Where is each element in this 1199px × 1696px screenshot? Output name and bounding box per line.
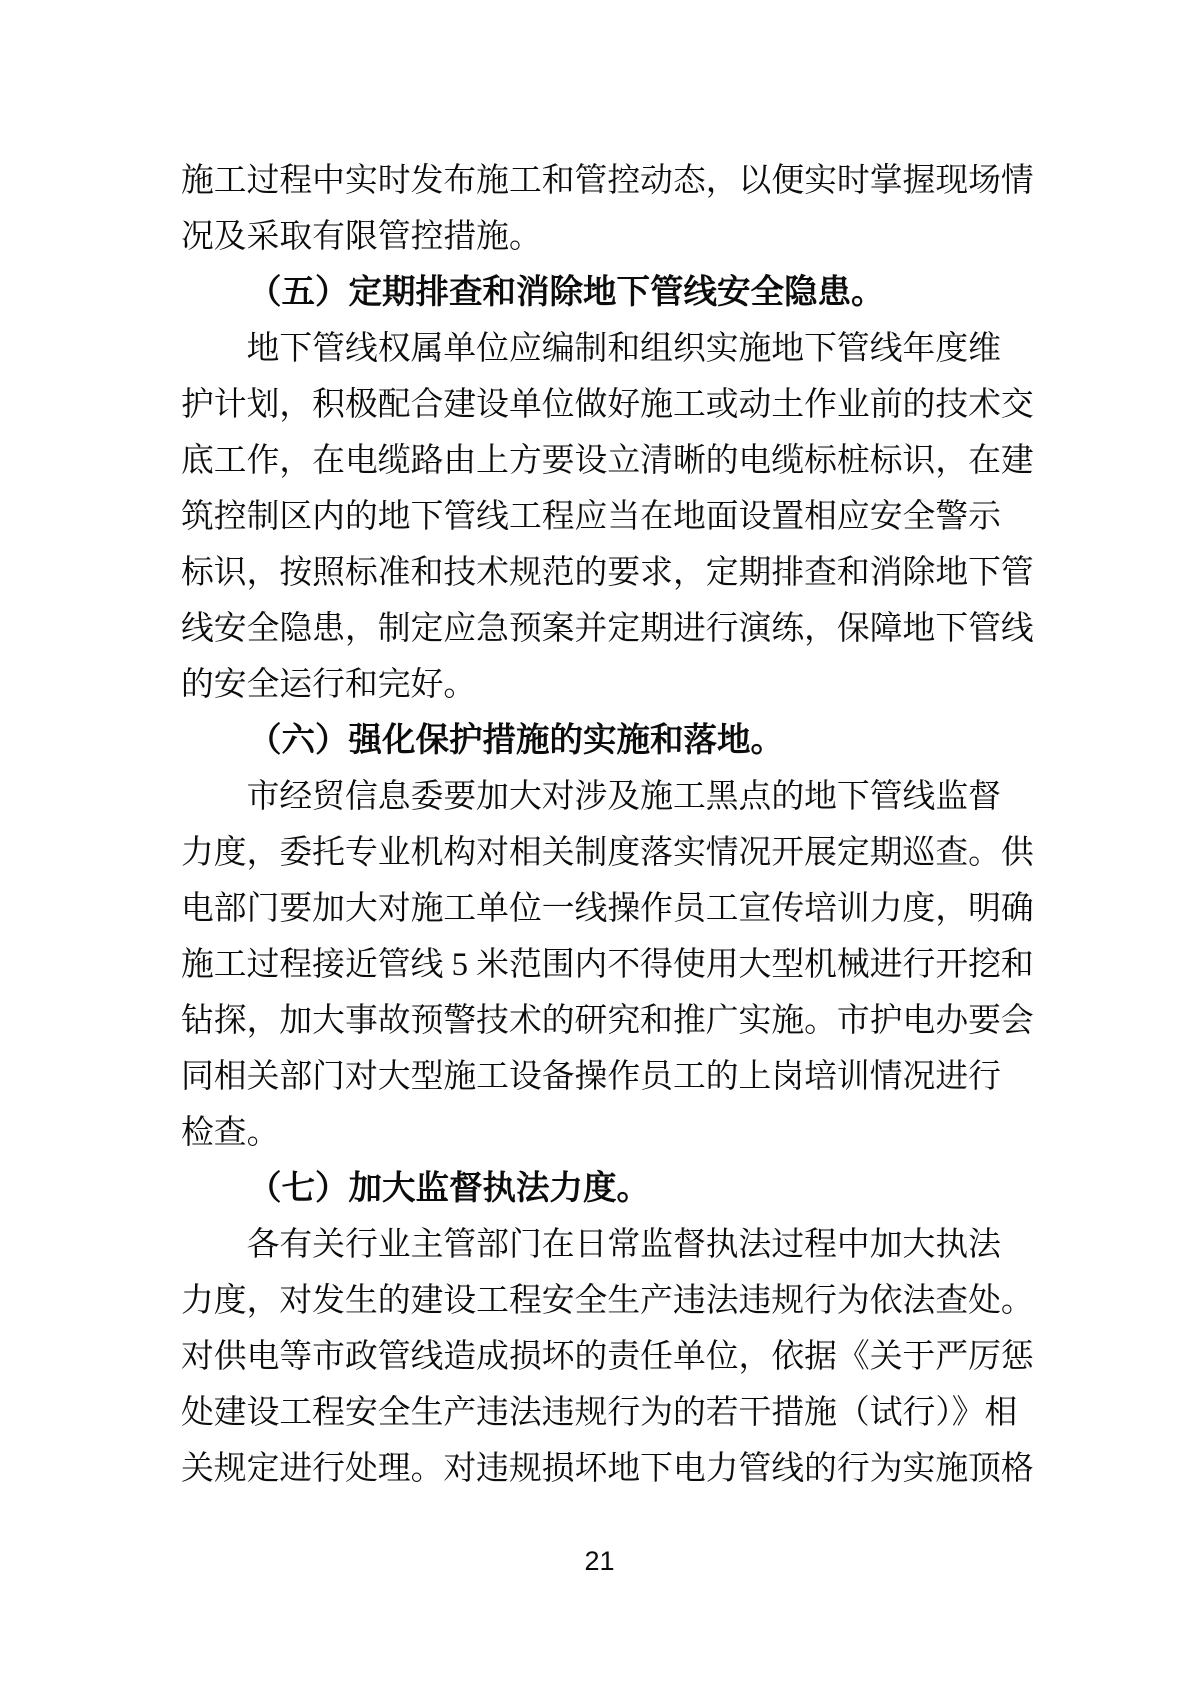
text-line: 线安全隐患，制定应急预案并定期进行演练，保障地下管线	[181, 611, 1034, 647]
page-number: 21	[584, 1546, 615, 1576]
text-line: 关规定进行处理。对违规损坏地下电力管线的行为实施顶格	[181, 1451, 1034, 1487]
text-line: 底工作，在电缆路由上方要设立清晰的电缆标桩标识，在建	[181, 443, 1034, 479]
text-line: 施工过程中实时发布施工和管控动态，以便实时掌握现场情	[181, 163, 1034, 199]
text-line: 施工过程接近管线 5 米范围内不得使用大型机械进行开挖和	[181, 947, 1034, 983]
text-line: 处建设工程安全生产违法违规行为的若干措施（试行）》相	[181, 1395, 1018, 1431]
text-line: 对供电等市政管线造成损坏的责任单位，依据《关于严厉惩	[181, 1339, 1034, 1375]
text-line: 标识，按照标准和技术规范的要求，定期排查和消除地下管	[181, 555, 1034, 591]
section-heading: （五）定期排查和消除地下管线安全隐患。	[248, 274, 885, 311]
text-line: 力度，委托专业机构对相关制度落实情况开展定期巡查。供	[181, 835, 1034, 871]
text-line: 市经贸信息委要加大对涉及施工黑点的地下管线监督	[246, 779, 1001, 815]
text-line: 护计划，积极配合建设单位做好施工或动土作业前的技术交	[181, 387, 1034, 423]
text-line: 地下管线权属单位应编制和组织实施地下管线年度维	[246, 331, 1001, 367]
text-line: 钻探，加大事故预警技术的研究和推广实施。市护电办要会	[181, 1003, 1034, 1039]
text-line: 况及采取有限管控措施。	[181, 219, 542, 255]
text-line: 各有关行业主管部门在日常监督执法过程中加大执法	[246, 1227, 1001, 1263]
text-line: 筑控制区内的地下管线工程应当在地面设置相应安全警示	[181, 499, 1001, 535]
text-line: 同相关部门对大型施工设备操作员工的上岗培训情况进行	[181, 1059, 1001, 1095]
text-line: 力度，对发生的建设工程安全生产违法违规行为依法查处。	[181, 1283, 1034, 1319]
text-line: 电部门要加大对施工单位一线操作员工宣传培训力度，明确	[181, 891, 1034, 927]
section-heading: （七）加大监督执法力度。	[248, 1170, 650, 1207]
section-heading: （六）强化保护措施的实施和落地。	[248, 722, 784, 759]
text-line: 检查。	[181, 1115, 280, 1151]
document-body	[181, 153, 1041, 1497]
text-line: 的安全运行和完好。	[181, 667, 477, 703]
